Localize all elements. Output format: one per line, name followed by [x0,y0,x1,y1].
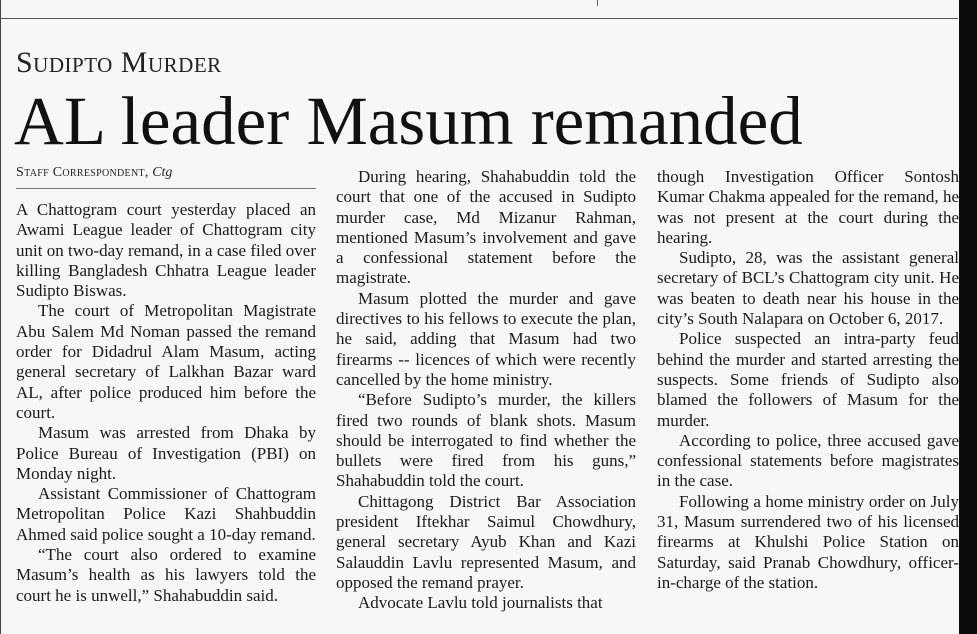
paragraph: Sudipto, 28, was the assistant general secretary of BCL’s Chattogram city unit. He was beaten to death near his house in the city’s South Nalapara on October 6, 2017. [657,248,959,329]
byline-rule [16,188,316,189]
top-tick-mark [597,0,598,6]
paragraph: A Chattogram court yesterday placed an Awami League leader of Chattogram city unit on two-day remand, in a case filed over killing Bangladesh Chhatra League leader Sudipto Biswas. [16,200,316,301]
article-kicker: Sudipto Murder [16,46,222,79]
paragraph: “The court also ordered to examine Masum’s health as his lawyers told the court he is unwell,” Shahabuddin said. [16,545,316,605]
paragraph: According to police, three accused gave confessional statements before magistrates in the case. [657,430,959,491]
top-separator-rule [0,18,958,19]
paragraph: Chittagong District Bar Association president Iftekhar Saimul Chowdhury, general secretary Ayub Khan and Kazi Salauddin Lavlu represented Masum, and opposed the remand prayer. [336,491,636,592]
byline-location: Ctg [152,165,173,180]
article-headline: AL leader Masum remanded [14,83,803,159]
article-byline [16,165,172,181]
paragraph: Police suspected an intra-party feud behind the murder and started arresting the suspects. Some friends of Sudipto also blamed the followers of Masum for the murder. [657,329,959,430]
paragraph: though Investigation Officer Sontosh Kumar Chakma appealed for the remand, he was not present at the court during the hearing. [657,167,959,247]
paragraph: Masum was arrested from Dhaka by Police Bureau of Investigation (PBI) on Monday night. [16,423,316,483]
left-border-rule [0,0,1,634]
right-edge-strip [959,0,977,634]
paragraph: Masum plotted the murder and gave directives to his fellows to execute the plan, he said, adding that Masum had two firearms -- licences of which were recently cancelled by the home ministry. [336,288,636,389]
paragraph: The court of Metropolitan Magistrate Abu Salem Md Noman passed the remand order for Didadrul Alam Masum, acting general secretary of Lalkhan Bazar ward AL, after police produced him before the court. [16,301,316,422]
paragraph: Following a home ministry order on July 31, Masum surrendered two of his licensed firearms at Khulshi Police Station on Saturday, said Pranab Chowdhury, officer-in-charge of the station. [657,491,959,592]
article-column-2 [336,167,636,634]
paragraph: Assistant Commissioner of Chattogram Metropolitan Police Kazi Shahbuddin Ahmed said police sought a 10-day remand. [16,484,316,544]
paragraph: During hearing, Shahabuddin told the court that one of the accused in Sudipto murder case, Md Mizanur Rahman, mentioned Masum’s involvement and gave a confessional statement before the magistrate. [336,167,636,288]
paragraph: Advocate Lavlu told journalists that [358,593,603,613]
article-column-1 [16,200,316,634]
article-column-3 [657,167,959,634]
paragraph: “Before Sudipto’s murder, the killers fired two rounds of blank shots. Masum should be interrogated to find whether the bullets were fired from his guns,” Shahabuddin told the court. [336,390,636,491]
byline-author: Staff Correspondent, [16,165,149,180]
